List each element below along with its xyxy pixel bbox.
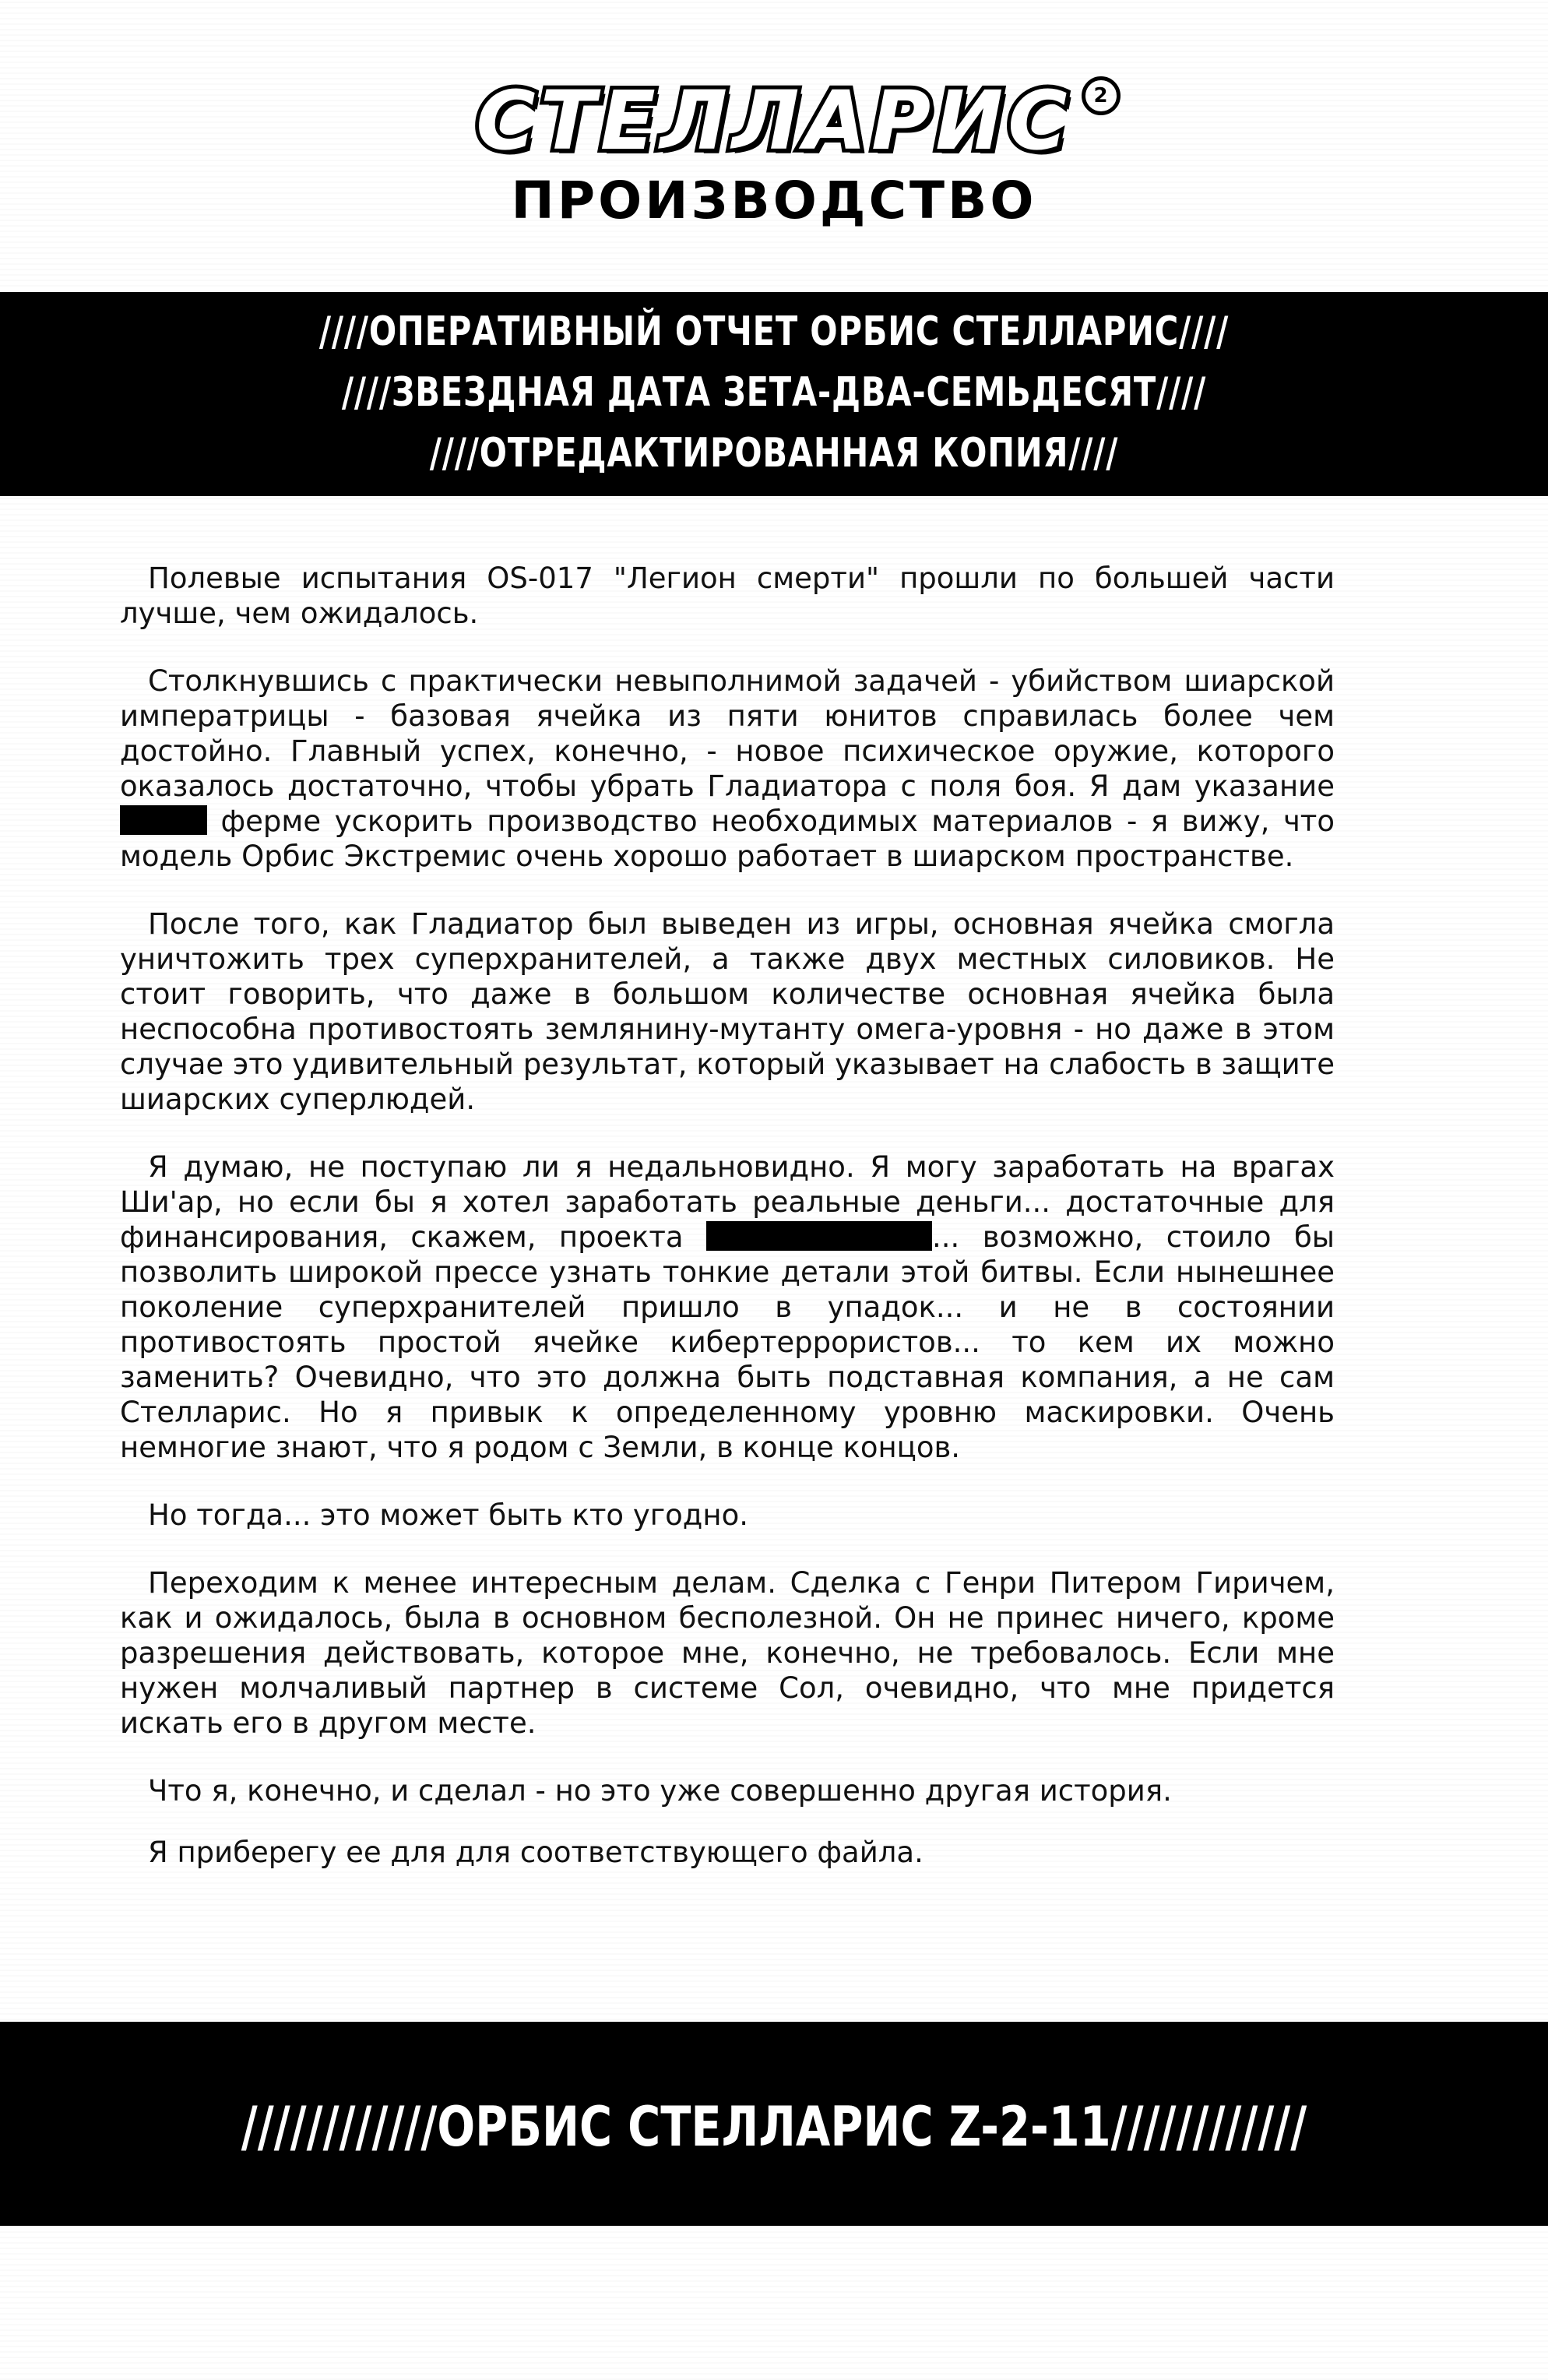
logo-subtitle: ПРОИЗВОДСТВО (511, 171, 1037, 231)
report-paragraph: Что я, конечно, и сделал - но это уже совершенно другая история. (148, 1774, 1172, 1808)
redaction-bar (120, 805, 207, 835)
report-paragraph: Полевые испытания OS-017 "Легион смерти" прошли по большей части лучше, чем ожидалось. (120, 562, 1335, 630)
header-line-stardate: ////ЗВЕЗДНАЯ ДАТА ЗЕТА-ДВА-СЕМЬДЕСЯТ//// (341, 369, 1207, 416)
registered-mark-icon: 2 (1082, 76, 1121, 115)
redaction-bar (706, 1221, 932, 1251)
header-banner (0, 292, 1548, 496)
report-paragraph: Я приберегу ее для для соответствующего файла. (148, 1836, 924, 1869)
logo (0, 75, 1548, 232)
report-paragraph: Но тогда... это может быть кто угодно. (148, 1498, 748, 1532)
header-line-report: ////ОПЕРАТИВНЫЙ ОТЧЕТ ОРБИС СТЕЛЛАРИС//// (318, 308, 1230, 355)
footer-banner (0, 2022, 1548, 2226)
header-line-redacted-copy: ////ОТРЕДАКТИРОВАННАЯ КОПИЯ//// (429, 430, 1119, 477)
report-paragraph: Переходим к менее интересным делам. Сделка с Генри Питером Гиричем, как и ожидалось, была в основном бесполезной. Он не принес ничего, кроме разрешения действовать, которое мне, конечно, не требовалось. Если мне нужен молчаливый партнер в системе Сол, очевидно, что мне придется искать его в другом месте. (120, 1566, 1335, 1740)
report-paragraph: Столкнувшись с практически невыполнимой задачей - убийством шиарской императрицы - базовая ячейка из пяти юнитов справилась более чем достойно. Главный успех, конечно, - новое психическое оружие, которого оказалось достаточно, чтобы убрать Гладиатора с поля боя. Я дам указание ферме ускорить производство необходимых материалов - я вижу, что модель Орбис Экстремис очень хорошо работает в шиарском пространстве. (120, 664, 1335, 873)
report-body (120, 561, 1335, 1896)
logo-title: СТЕЛЛАРИС 2 (476, 75, 1071, 167)
report-paragraph: Я думаю, не поступаю ли я недальновидно. Я могу заработать на врагах Ши'ар, но если бы я хотел заработать реальные деньги... достаточные для финансирования, скажем, проекта ... возможно, стоило бы позволить широкой прессе узнать тонкие детали этой битвы. Если нынешнее поколение суперхранителей пришло в упадок... и не в состоянии противостоять простой ячейке кибертеррористов... то кем их можно заменить? Очевидно, что это должна быть подставная компания, а не сам Стелларис. Но я привык к определенному уровню маскировки. Очень немногие знают, что я родом с Земли, в конце концов. (120, 1150, 1335, 1464)
footer-designation: ////////////ОРБИС СТЕЛЛАРИС Z-2-11//////////// (241, 2095, 1307, 2159)
report-paragraph: После того, как Гладиатор был выведен из игры, основная ячейка смогла уничтожить трех суперхранителей, а также двух местных силовиков. Не стоит говорить, что даже в большом количестве основная ячейка была неспособна противостоять землянину-мутанту омега-уровня - но даже в этом случае это удивительный результат, который указывает на слабость в защите шиарских суперлюдей. (120, 907, 1335, 1116)
